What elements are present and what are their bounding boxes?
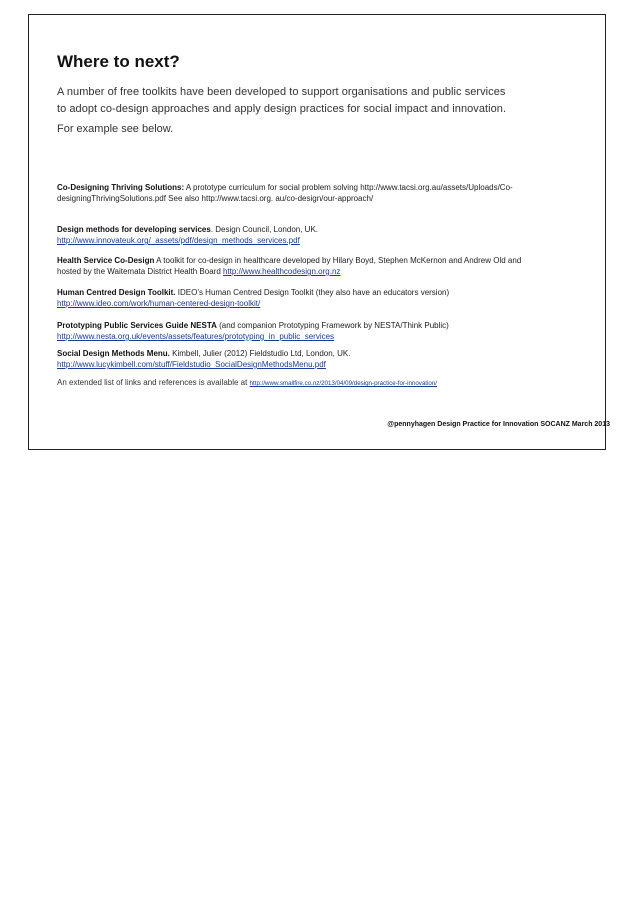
resource-name: Health Service Co-Design xyxy=(57,256,155,265)
extended-list-note xyxy=(57,377,437,389)
resource-link[interactable]: http://www.ideo.com/work/human-centered-design-toolkit/ xyxy=(57,299,261,308)
resource-name: Human Centred Design Toolkit. xyxy=(57,288,176,297)
resource-name: Prototyping Public Services Guide NESTA xyxy=(57,321,217,330)
resource-link[interactable]: http://www.innovateuk.org/_assets/pdf/design_methods_services.pdf xyxy=(57,236,300,245)
extended-list-text: An extended list of links and references is available at xyxy=(57,378,250,387)
slide-credit: @pennyhagen Design Practice for Innovation SOCANZ March 2013 xyxy=(387,421,610,428)
resource-health-service-co-design xyxy=(57,255,527,277)
resource-description: IDEO’s Human Centred Design Toolkit (they also have an educators version) xyxy=(175,288,450,297)
resource-link[interactable]: http://www.nesta.org.uk/events/assets/features/prototyping_in_public_services xyxy=(57,332,335,341)
resource-name: Co-Designing Thriving Solutions: xyxy=(57,183,185,192)
resource-social-design-methods-menu xyxy=(57,348,527,370)
resource-name: Design methods for developing services xyxy=(57,225,211,234)
resource-human-centred-design-toolkit xyxy=(57,287,527,309)
resource-description: A toolkit for co-design in healthcare developed by Hilary Boyd, Stephen McKernon and Andrew Old and hosted by the Waitemata District Health Board xyxy=(57,256,522,276)
resource-link[interactable]: http://www.healthcodesign.org.nz xyxy=(223,267,341,276)
extended-list-link[interactable]: http://www.smallfire.co.nz/2013/04/09/design-practice-for-innovation/ xyxy=(249,380,437,387)
resource-description: Kimbell, Julier (2012) Fieldstudio Ltd, London, UK. xyxy=(169,349,351,358)
resource-description: . Design Council, London, UK. xyxy=(210,225,318,234)
resource-prototyping-public-services xyxy=(57,320,527,342)
resource-description: A prototype curriculum for social problem solving http://www.tacsi.org.au/assets/Uploads/Co-designingThrivingSolutions.pdf See also http://www.tacsi.org. au/co-design/our-approach/ xyxy=(57,183,513,203)
resource-link[interactable]: http://www.lucykimbell.com/stuff/Fieldstudio_SocialDesignMethodsMenu.pdf xyxy=(57,360,326,369)
example-note: For example see below. xyxy=(57,123,174,135)
resource-co-designing-thriving-solutions xyxy=(57,182,527,204)
resource-description: (and companion Prototyping Framework by NESTA/Think Public) xyxy=(216,321,449,330)
resource-name: Social Design Methods Menu. xyxy=(57,349,170,358)
resource-design-methods xyxy=(57,224,527,246)
page-title: Where to next? xyxy=(57,52,180,71)
intro-paragraph: A number of free toolkits have been developed to support organisations and public services to adopt co-design approaches and apply design practices for social impact and innovation. xyxy=(57,86,507,115)
